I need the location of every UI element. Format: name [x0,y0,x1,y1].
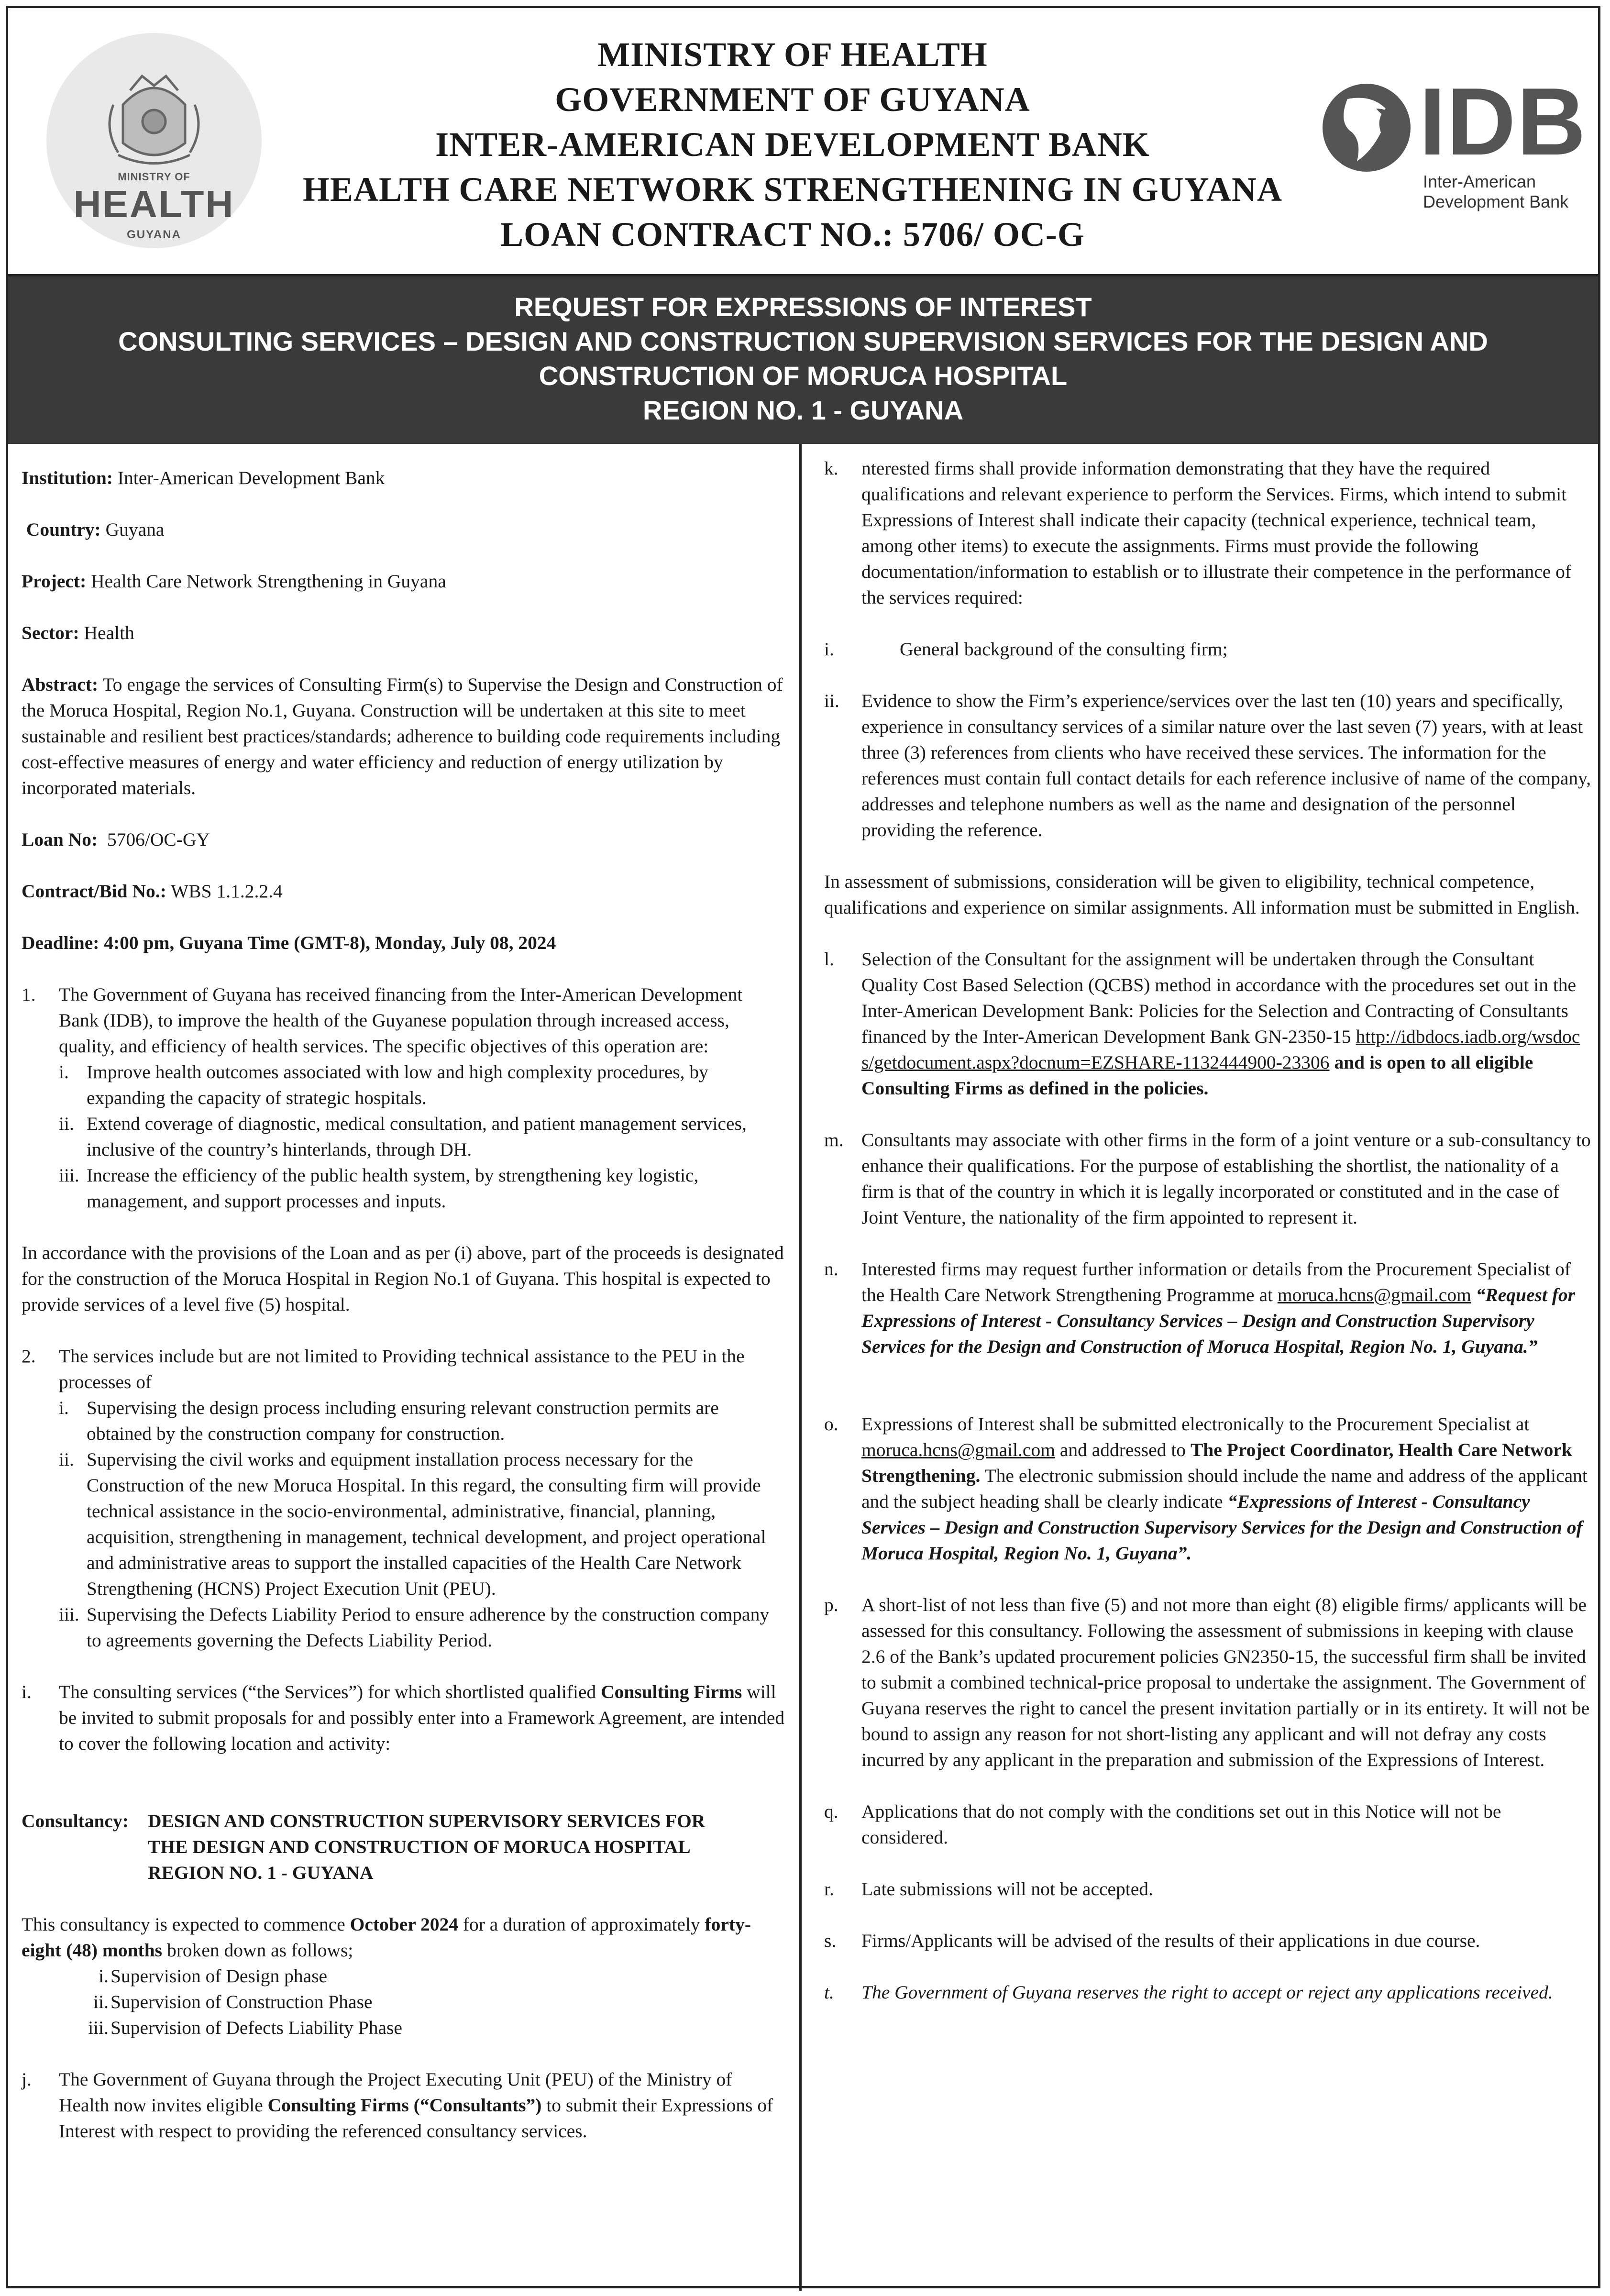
field-label: Loan No: [22,829,98,850]
item-number: ii. [824,690,839,711]
item-text: Supervision of Defects Liability Phase [110,2017,402,2038]
field-value: Guyana [100,519,165,540]
item-number: l. [824,949,834,970]
requirement-i [824,636,1591,662]
contract-bid-field [22,878,787,904]
objective-item [59,1111,787,1162]
item-text: Late submissions will not be accepted. [861,1878,1153,1899]
item-text: Expressions of Interest shall be submitted electronically to the Procurement Specialist at [861,1413,1530,1435]
header [8,8,1598,276]
item-text-bold: and is open to all eligible Consulting Firms as defined in the policies. [861,1052,1533,1099]
item-text: The Government of Guyana through the Project Executing Unit (PEU) of the Ministry of Health now invites eligible [59,2069,732,2116]
item-number: t. [824,1982,834,2003]
item-text: and addressed to [1055,1439,1191,1460]
item-number: i. [22,1681,32,1702]
paragraph-1 [22,982,787,1059]
item-number: i. [99,1965,109,1987]
item-text-bold-italic: “Request for Expressions of Interest - Consultancy Services – Design and Construction Supervisory Services for the Design and Construction of Moruca Hospital, Region No. 1, Guyana.” [861,1284,1576,1357]
left-column [22,465,787,2144]
objective-item [59,1162,787,1214]
item-text: Supervision of Construction Phase [110,1991,373,2012]
item-text: will be invited to submit proposals for and possibly enter into a Framework Agreement, are intended to cover the following location and activity: [59,1681,785,1754]
item-number: s. [824,1930,837,1951]
paragraph-j [22,2066,787,2144]
item-number: ii. [93,1991,109,2012]
item-number: p. [824,1594,838,1615]
item-number: i. [59,1061,69,1082]
item-text: The services include but are not limited to Providing technical assistance to the PEU in the processes of [59,1346,745,1392]
item-text: Consultants may associate with other firms in the form of a joint venture or a sub-consultancy to enhance their qualifications. For the purpose of establishing the shortlist, the nationality of a firm is that of the country in which it is legally incorporated or constituted and in the case of Joint Venture, the nationality of the firm appointed to represent it. [861,1129,1591,1228]
idb-subtitle [1423,172,1568,212]
item-text-bold: Consulting Firms [601,1681,742,1702]
requirement-ii [824,688,1591,843]
paragraph-r [824,1876,1591,1902]
paragraph-m [824,1127,1591,1230]
banner-line: REQUEST FOR EXPRESSIONS OF INTEREST [514,292,1092,322]
objective-item [59,1059,787,1111]
moh-ministry-text: MINISTRY OF [118,171,190,183]
field-label: Sector: [22,622,79,643]
item-text: Interested firms may request further information or details from the Procurement Specialist of the Health Care Network Strengthening Programme at [861,1258,1571,1305]
field-label: Contract/Bid No.: [22,881,166,902]
phase-list [88,1963,787,2041]
column-divider [799,444,802,2291]
paragraph-s [824,1928,1591,1954]
field-value: Health Care Network Strengthening in Guyana [86,571,446,592]
paragraph-i [22,1679,787,1756]
field-label: Abstract: [22,674,99,695]
item-number: r. [824,1878,834,1899]
idb-subtitle-line2: Development Bank [1423,192,1569,211]
header-title [276,32,1309,257]
item-text: Supervising the civil works and equipment installation process necessary for the Construction of the new Moruca Hospital. In this regard, the consulting firm will provide technical assistance in the socio-environmental, administrative, financial, planning, acquisition, strengthening in management, technical development, and project operational and administrative areas to support the installed capacities of the Health Care Network Strengthening (HCNS) Project Execution Unit (PEU). [87,1449,766,1599]
paragraph-2 [22,1343,787,1395]
assessment-paragraph: In assessment of submissions, consideration will be given to eligibility, technical competence, qualifications and experience on similar assignments. All information must be submitted in English. [824,871,1580,918]
item-text-bold: The Project Coordinator, Health Care Network Strengthening. [861,1439,1572,1486]
item-text: The consulting services (“the Services”) for which shortlisted qualified [59,1681,601,1702]
item-text-bold-italic: “Expressions of Interest - Consultancy Services – Design and Construction Supervisory Services for the Design and Construction of Moruca Hospital, Region No. 1, Guyana”. [861,1491,1583,1564]
item-number: o. [824,1413,838,1435]
institution-field [22,465,787,491]
country-field [22,517,787,542]
item-number: iii. [88,2017,109,2038]
paragraph-q [824,1799,1591,1850]
item-number: k. [824,458,838,479]
text-bold: October 2024 [350,1914,458,1935]
item-text: Improve health outcomes associated with low and high complexity procedures, by expanding the capacity of strategic hospitals. [87,1061,708,1108]
field-value: Health [79,622,134,643]
field-label: Country: [26,519,101,540]
item-text: Applications that do not comply with the conditions set out in this Notice will not be considered. [861,1801,1501,1848]
deadline: Deadline: 4:00 pm, Guyana Time (GMT-8), Monday, July 08, 2024 [22,932,556,953]
item-text: Supervising the design process including ensuring relevant construction permits are obtained by the construction company for construction. [87,1397,719,1444]
field-value: Inter-American Development Bank [112,467,385,488]
idb-logo [1319,68,1587,233]
idb-globe-icon [1319,80,1414,176]
paragraph-l [824,946,1591,1101]
item-text: Increase the efficiency of the public health system, by strengthening key logistic, management, and support processes and inputs. [87,1165,699,1212]
document-frame [6,6,1600,2288]
item-text: Supervising the Defects Liability Period to ensure adherence by the construction company to agreements governing the Defects Liability Period. [87,1604,770,1651]
item-text: to submit their Expressions of Interest with respect to providing the referenced consultancy services. [59,2095,773,2141]
field-label: Institution: [22,467,113,488]
moh-guyana-text: GUYANA [127,228,181,241]
text: for a duration of approximately [458,1914,705,1935]
item-text-bold: Consulting Firms (“Consultants”) [267,2095,542,2116]
item-number: iii. [59,1165,79,1186]
paragraph-t [824,1979,1591,2005]
item-number: q. [824,1801,838,1822]
item-text: Firms/Applicants will be advised of the results of their applications in due course. [861,1930,1480,1951]
item-text: Supervision of Design phase [110,1965,328,1987]
item-number: m. [824,1129,844,1150]
text-bold: forty-eight (48) months [22,1914,751,1961]
item-text: Selection of the Consultant for the assignment will be undertaken through the Consultant Quality Cost Based Selection (QCBS) method in accordance with the procedures set out in the Inter-American Development Bank: Policies for the Selection and Contracting of Consultants financed by the Inter-American Development Bank GN-2350-15 [861,949,1577,1047]
idb-subtitle-line1: Inter-American [1423,172,1536,191]
right-column [824,455,1591,2005]
item-number: n. [824,1258,838,1280]
field-value: To engage the services of Consulting Firm(s) to Supervise the Design and Construction of the Moruca Hospital, Region No.1, Guyana. Construction will be undertaken at this site to meet sustainable and resilient best practices/standards; adherence to building code requirements including cost-effective measures of energy and water efficiency and reduction of energy utilization by incorporated materials. [22,674,783,798]
paragraph-o [824,1411,1591,1566]
consultancy-line: THE DESIGN AND CONSTRUCTION OF MORUCA HOSPITAL [148,1836,691,1857]
idb-wordmark: IDB [1419,68,1587,175]
paragraph-p [824,1592,1591,1773]
text: This consultancy is expected to commence [22,1914,350,1935]
email-link[interactable]: moruca.hcns@gmail.com [1277,1284,1471,1305]
header-line: INTER-AMERICAN DEVELOPMENT BANK [435,125,1150,164]
paragraph-n [824,1256,1591,1359]
phase-item [88,2015,787,2041]
loan-no-field [22,827,787,852]
item-number: i. [824,639,834,660]
banner-line: CONSULTING SERVICES – DESIGN AND CONSTRUCTION SUPERVISION SERVICES FOR THE DESIGN AND [118,326,1488,356]
header-line: MINISTRY OF HEALTH [597,35,988,74]
accordance-paragraph: In accordance with the provisions of the Loan and as per (i) above, part of the proceeds is designated for the construction of the Moruca Hospital in Region No.1 of Guyana. This hospital is expected to provide services of a level five (5) hospital. [22,1242,784,1315]
item-text: A short-list of not less than five (5) and not more than eight (8) eligible firms/ applicants will be assessed for this consultancy. Following the assessment of submissions in keeping with clause 2.6 of the Bank’s updated procurement policies GN2350-15, the successful firm shall be invited to submit a combined technical-price proposal to undertake the assignment. The Government of Guyana reserves the right to cancel the present invitation partially or in its entirety. It will not be bound to assign any reason for not short-listing any applicant and will not defray any costs incurred by any applicant in the preparation and submission of the Expressions of Interest. [861,1594,1590,1770]
item-number: 2. [22,1346,36,1367]
paragraph-k [824,455,1591,610]
service-item [59,1601,787,1653]
item-number: j. [22,2069,32,2090]
email-link[interactable]: moruca.hcns@gmail.com [861,1439,1055,1460]
service-item [59,1395,787,1446]
item-number: iii. [59,1604,79,1625]
item-text: nterested firms shall provide information demonstrating that they have the required qualifications and relevant experience to perform the Services. Firms, which intend to submit Expressions of Interest shall indicate their capacity (technical experience, technical team, among other items) to execute the assignments. Firms must provide the following documentation/information to establish or to illustrate their competence in the performance of the services required: [861,458,1572,608]
item-text: Evidence to show the Firm’s experience/services over the last ten (10) years and specifically, experience in consultancy services of a similar nature over the last seven (7) years, with at least three (3) references from clients who have received these services. The information for the references must contain full contact details for each reference inclusive of name of the company, addresses and telephone numbers as well as the name and designation of the personnel providing the reference. [861,690,1591,840]
policy-link[interactable]: http://idbdocs.iadb.org/wsdocs/getdocument.aspx?docnum=EZSHARE-1132444900-23306 [861,1026,1580,1073]
phase-item [88,1989,787,2015]
field-value: WBS 1.1.2.2.4 [166,881,283,902]
item-text: Extend coverage of diagnostic, medical consultation, and patient management services, inclusive of the country’s hinterlands, through DH. [87,1113,747,1160]
item-text: The electronic submission should include the name and address of the applicant and the subject heading shall be clearly indicate [861,1465,1588,1512]
item-text: The Government of Guyana has received financing from the Inter-American Development Bank (IDB), to improve the health of the Guyanese population through increased access, quality, and efficiency of health services. The specific objectives of this operation are: [59,984,743,1057]
item-text: General background of the consulting firm; [900,639,1228,660]
service-item [59,1446,787,1601]
consultancy-label: Consultancy: [22,1810,129,1832]
banner-line: CONSTRUCTION OF MORUCA HOSPITAL [539,361,1068,391]
field-value: 5706/OC-GY [98,829,210,850]
header-line: GOVERNMENT OF GUYANA [555,80,1030,119]
banner-line: REGION NO. 1 - GUYANA [642,395,964,425]
text: broken down as follows; [162,1940,353,1961]
commence-paragraph [22,1911,787,1963]
abstract-field [22,672,787,801]
consultancy-line: DESIGN AND CONSTRUCTION SUPERVISORY SERVICES FOR [148,1810,706,1832]
consultancy-heading [22,1808,787,1886]
phase-item [88,1963,787,1989]
item-number: i. [59,1397,69,1418]
sector-field [22,620,787,646]
ministry-of-health-logo [46,33,262,248]
item-text: The Government of Guyana reserves the right to accept or reject any applications received. [861,1982,1553,2003]
header-line: HEALTH CARE NETWORK STRENGTHENING IN GUYANA [302,170,1283,209]
moh-health-text: HEALTH [73,183,235,225]
item-number: 1. [22,984,36,1005]
item-number: ii. [59,1113,74,1134]
title-banner [8,276,1598,444]
field-label: Project: [22,571,87,592]
project-field [22,568,787,594]
item-number: ii. [59,1449,74,1470]
consultancy-line: REGION NO. 1 - GUYANA [148,1862,374,1883]
header-line: LOAN CONTRACT NO.: 5706/ OC-G [500,215,1085,254]
